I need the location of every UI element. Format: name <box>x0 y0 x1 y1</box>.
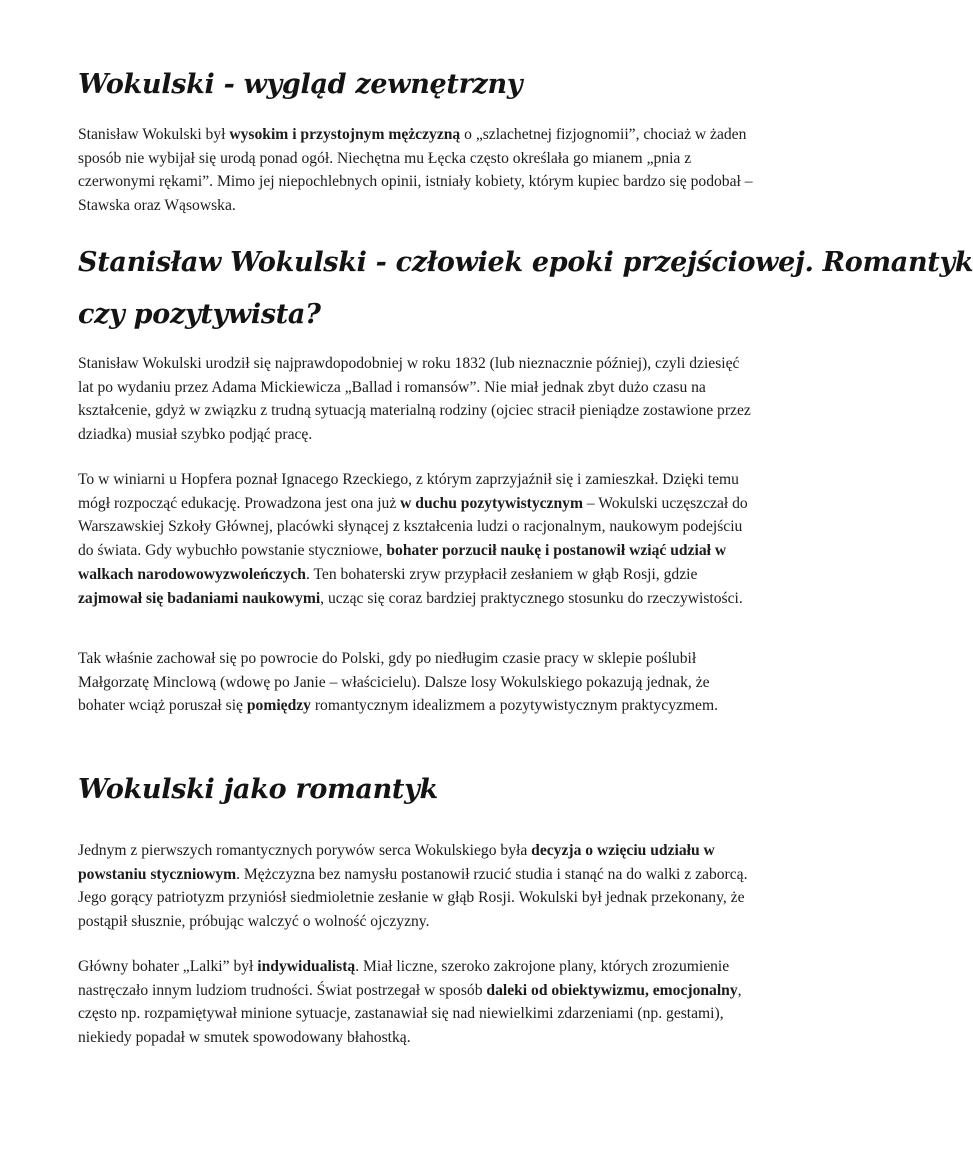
paragraph-hopfer-school-uprising <box>78 468 758 610</box>
section-heading-romantic: Wokulski jako romantyk <box>78 774 438 805</box>
bold-text: daleki od obiektywizmu, emocjonalny <box>486 981 738 999</box>
text-run: . Miał liczne, szeroko zakrojone plany, których zrozumienie nastręczało innym ludziom trudności. Świat postrzegał w sposób <box>78 958 730 999</box>
text-run: Tak właśnie zachował się po powrocie do Polski, gdy po niedługim czasie pracy w sklepie poślubił Małgorzatę Minclową (wdowę po Janie – właścicielu). Dalsze losy Wokulskiego pokazują jednak, że bohater wciąż poruszał się <box>78 650 710 715</box>
text-run: – Wokulski uczęszczał do Warszawskiej Szkoły Głównej, placówki słynącej z kształcenia ludzi o racjonalnym, naukowym podejściu do świata. Gdy wybuchło powstanie styczniowe, <box>78 494 748 560</box>
bold-text: w duchu pozytywistycznym <box>400 494 583 512</box>
bold-text: decyzja o wzięciu udziału w powstaniu styczniowym <box>78 842 715 883</box>
bold-text: zajmował się badaniami naukowymi <box>78 589 321 607</box>
text-run: romantycznym idealizmem a pozytywistycznym praktycyzmem. <box>310 697 719 715</box>
paragraph-birth-education <box>78 352 758 447</box>
text-run: . Mężczyzna bez namysłu postanowił rzucić studia i stanąć na do walki z zaborcą. Jego gorący patriotyzm przyniósł siedmioletnie zesłanie w głąb Rosji. Wokulski był jednak przekonany, że postąpił słusznie, próbując walczyć o wolność ojczyzny. <box>78 865 748 931</box>
text-run: Stanisław Wokulski był <box>78 126 230 143</box>
section-heading-transitional-epoch-line2: czy pozytywista? <box>78 299 321 330</box>
paragraph-return-to-poland <box>78 647 758 718</box>
paragraph-appearance <box>78 123 758 218</box>
text-run: o „szlachetnej fizjognomii”, chociaż w żaden sposób nie wybijał się urodą ponad ogół. Niechętna mu Łęcka często określała go mianem „pnia z czerwonymi rękami”. Mimo jej niepochlebnych opinii, istniały kobiety, którym kupiec bardzo się podobał – Stawska oraz Wąsowska. <box>78 126 753 215</box>
paragraph-individualist <box>78 955 758 1050</box>
paragraph-uprising-decision <box>78 839 758 934</box>
text-run: Główny bohater „Lalki” był <box>78 958 258 975</box>
bold-text: indywidualistą <box>257 958 356 975</box>
bold-text: bohater porzucił naukę i postanowił wziąć udział w walkach narodowowyzwoleńczych <box>78 542 727 583</box>
text-run: , ucząc się coraz bardziej praktycznego stosunku do rzeczywistości. <box>320 589 743 607</box>
bold-text: pomiędzy <box>246 697 311 715</box>
text-run: To w winiarni u Hopfera poznał Ignacego Rzeckiego, z którym zaprzyjaźnił się i zamieszkał. Dzięki temu mógł rozpocząć edukację. Prowadzona jest ona już <box>78 471 739 512</box>
text-run: Jednym z pierwszych romantycznych porywów serca Wokulskiego była <box>78 842 532 859</box>
text-run: . Ten bohaterski zryw przypłacił zesłaniem w głąb Rosji, gdzie <box>305 565 698 583</box>
bold-text: wysokim i przystojnym mężczyzną <box>229 126 461 143</box>
text-run: , często np. rozpamiętywał minione sytuacje, zastanawiał się nad niewielkimi zdarzeniami (np. gestami), niekiedy popadał w smutek spowodowany błahostką. <box>78 981 742 1047</box>
section-heading-appearance: Wokulski - wygląd zewnętrzny <box>78 69 523 100</box>
section-heading-transitional-epoch: Stanisław Wokulski - człowiek epoki przejściowej. Romantyk <box>78 247 973 278</box>
text-run: Stanisław Wokulski urodził się najprawdopodobniej w roku 1832 (lub nieznacznie później), czyli dziesięć lat po wydaniu przez Adama Mickiewicza „Ballad i romansów”. Nie miał jednak zbyt dużo czasu na kształcenie, gdyż w związku z trudną sytuacją materialną rodziny (ojciec stracił pieniądze zostawione przez dziadka) musiał szybko podjąć pracę. <box>78 355 751 444</box>
